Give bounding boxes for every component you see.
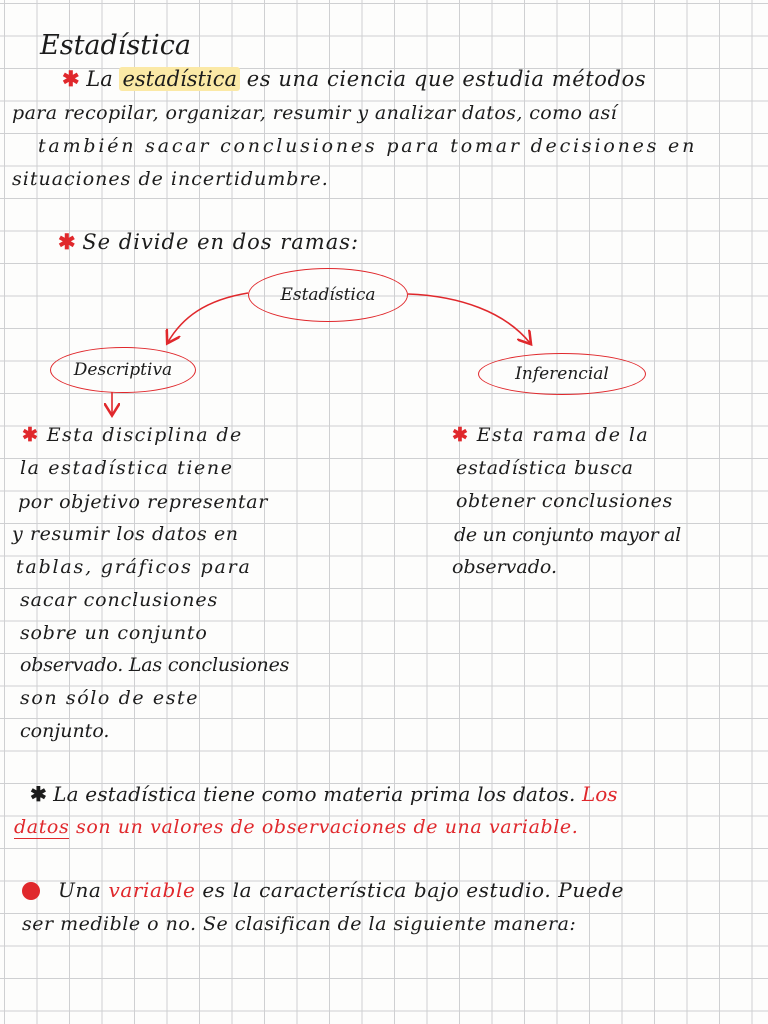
- asterisk-icon: ✱: [452, 424, 470, 446]
- inferencial-line: ✱ Esta rama de la: [452, 424, 650, 446]
- descriptiva-line: sobre un conjunto: [20, 622, 208, 644]
- descriptiva-line: observado. Las conclusiones: [20, 654, 290, 676]
- arrow-to-descriptiva: [168, 293, 248, 342]
- variable-line-2: ser medible o no. Se clasifican de la siguiente manera:: [22, 913, 577, 935]
- node-inferencial: Inferencial: [478, 353, 646, 395]
- node-estadistica: Estadística: [248, 268, 408, 322]
- descriptiva-line: y resumir los datos en: [12, 523, 239, 545]
- descriptiva-line: sacar conclusiones: [20, 589, 219, 611]
- descriptiva-line: conjunto.: [20, 720, 110, 742]
- datos-line-2: datos son un valores de observaciones de una variable.: [14, 816, 579, 838]
- red-dot-icon: [22, 882, 40, 900]
- intro-line-3: también sacar conclusiones para tomar decisiones en: [38, 135, 698, 157]
- descriptiva-line: por objetivo representar: [18, 491, 268, 513]
- page-title: Estadística: [40, 30, 191, 61]
- intro-line-4: situaciones de incertidumbre.: [12, 168, 329, 190]
- datos-line-1: ✱ La estadística tiene como materia prima los datos. Los: [30, 782, 618, 806]
- descriptiva-line: tablas, gráficos para: [16, 556, 252, 578]
- inferencial-line: estadística busca: [456, 457, 634, 479]
- descriptiva-line: son sólo de este: [20, 687, 200, 709]
- variable-line-1: Una variable es la característica bajo estudio. Puede: [58, 878, 625, 902]
- variable-term: variable: [108, 878, 196, 902]
- intro-line-2: para recopilar, organizar, resumir y analizar datos, como así: [12, 102, 618, 124]
- underlined-term: datos: [14, 816, 70, 838]
- inferencial-line: observado.: [452, 556, 558, 578]
- arrow-to-inferencial: [408, 294, 530, 343]
- intro-line-1: ✱ La estadística es una ciencia que estudia métodos: [62, 66, 647, 91]
- highlighted-term: estadística: [119, 67, 240, 91]
- inferencial-line: de un conjunto mayor al: [454, 524, 681, 546]
- descriptiva-line: la estadística tiene: [20, 457, 234, 479]
- inferencial-line: obtener conclusiones: [456, 490, 673, 512]
- asterisk-icon: ✱: [62, 66, 80, 91]
- descriptiva-line: ✱ Esta disciplina de: [22, 424, 243, 446]
- node-descriptiva: Descriptiva: [50, 347, 196, 393]
- asterisk-icon: ✱: [58, 229, 76, 254]
- branches-heading: ✱ Se divide en dos ramas:: [58, 229, 360, 254]
- asterisk-icon: ✱: [30, 782, 47, 806]
- asterisk-icon: ✱: [22, 424, 40, 446]
